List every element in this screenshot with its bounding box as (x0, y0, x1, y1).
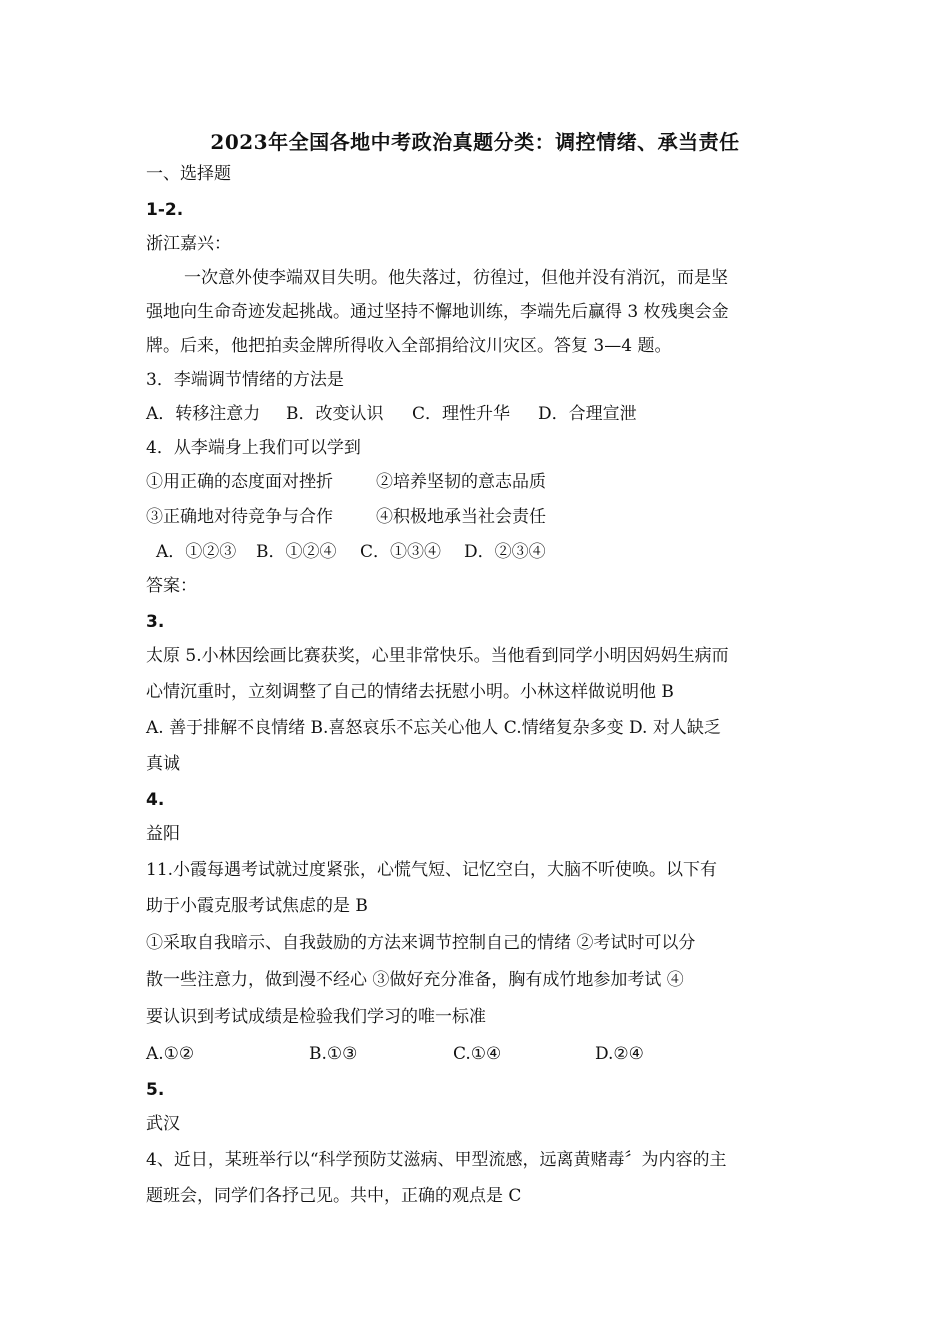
question-number-3: 3. (146, 612, 165, 632)
question-5-line-2: 题班会，同学们各抒己见。共中，正确的观点是 C (146, 1186, 522, 1206)
statement-3: ③正确地对待竞争与合作 (146, 507, 333, 527)
question-4-line-2: 助于小霞克服考试焦虑的是 B (146, 896, 368, 916)
option-a: A．①②③ (156, 542, 237, 562)
passage-line-3: 牌。后来，他把拍卖金牌所得收入全部捐给汶川灾区。答复 3—4 题。 (146, 336, 672, 356)
question-3-line-3: A. 善于排解不良情绪 B.喜怒哀乐不忘关心他人 C.情绪复杂多变 D. 对人缺乏 (146, 718, 721, 738)
statement-4: ④积极地承当社会责任 (376, 507, 546, 527)
option-a: A.①② (146, 1044, 195, 1064)
option-c: C．①③④ (360, 542, 442, 562)
passage-line-2: 强地向生命奇迹发起挑战。通过坚持不懈地训练，李端先后赢得 3 枚残奥会金 (146, 302, 729, 322)
question-4-line-3: ①采取自我暗示、自我鼓励的方法来调节控制自己的情绪 ②考试时可以分 (146, 933, 696, 953)
option-d: D．合理宣泄 (538, 404, 637, 424)
question-number-1-2: 1-2. (146, 200, 184, 220)
statement-2: ②培养坚韧的意志品质 (376, 472, 546, 492)
passage-line-1: 一次意外使李端双目失明。他失落过，彷徨过，但他并没有消沉，而是坚 (184, 268, 728, 288)
option-b: B．①②④ (256, 542, 337, 562)
question-3-line-2: 心情沉重时，立刻调整了自己的情绪去抚慰小明。小林这样做说明他 B (146, 682, 674, 702)
question-3-line-4: 真诚 (146, 754, 180, 774)
option-d: D.②④ (595, 1044, 644, 1064)
document-title: 2023年全国各地中考政治真题分类：调控情绪、承当责任 (210, 130, 740, 154)
option-a: A．转移注意力 (146, 404, 261, 424)
option-d: D．②③④ (464, 542, 546, 562)
question-3-stem: 3．李端调节情绪的方法是 (146, 370, 344, 390)
question-5-line-1: 4、近日，某班举行以“科学预防艾滋病、甲型流感，远离黄赌毒〞为内容的主 (146, 1150, 727, 1170)
answer-label: 答案： (146, 576, 197, 596)
option-c: C.①④ (453, 1044, 502, 1064)
question-4-statements-1 (146, 470, 546, 494)
question-3-options (146, 402, 637, 426)
region-label-jiaxing: 浙江嘉兴： (146, 234, 231, 254)
region-label-yiyang: 益阳 (146, 824, 180, 844)
option-b: B.①③ (309, 1044, 358, 1064)
question-4-line-1: 11.小霞每遇考试就过度紧张，心慌气短、记忆空白，大脑不听使唤。以下有 (146, 860, 718, 880)
question-4-options (156, 540, 546, 564)
question-4-line-5: 要认识到考试成绩是检验我们学习的唯一标准 (146, 1007, 486, 1027)
question-number-5: 5. (146, 1080, 165, 1100)
question-4-stem: 4．从李端身上我们可以学到 (146, 438, 361, 458)
statement-1: ①用正确的态度面对挫折 (146, 472, 333, 492)
question-4-options (146, 1042, 644, 1066)
option-b: B．改变认识 (286, 404, 384, 424)
question-4-line-4: 散一些注意力，做到漫不经心 ③做好充分准备，胸有成竹地参加考试 ④ (146, 970, 684, 990)
option-c: C．理性升华 (412, 404, 511, 424)
question-number-4: 4. (146, 790, 165, 810)
question-4-statements-2 (146, 505, 546, 529)
section-heading: 一、选择题 (146, 164, 231, 184)
question-3-line-1: 太原 5.小林因绘画比赛获奖，心里非常快乐。当他看到同学小明因妈妈生病而 (146, 646, 729, 666)
region-label-wuhan: 武汉 (146, 1114, 180, 1134)
